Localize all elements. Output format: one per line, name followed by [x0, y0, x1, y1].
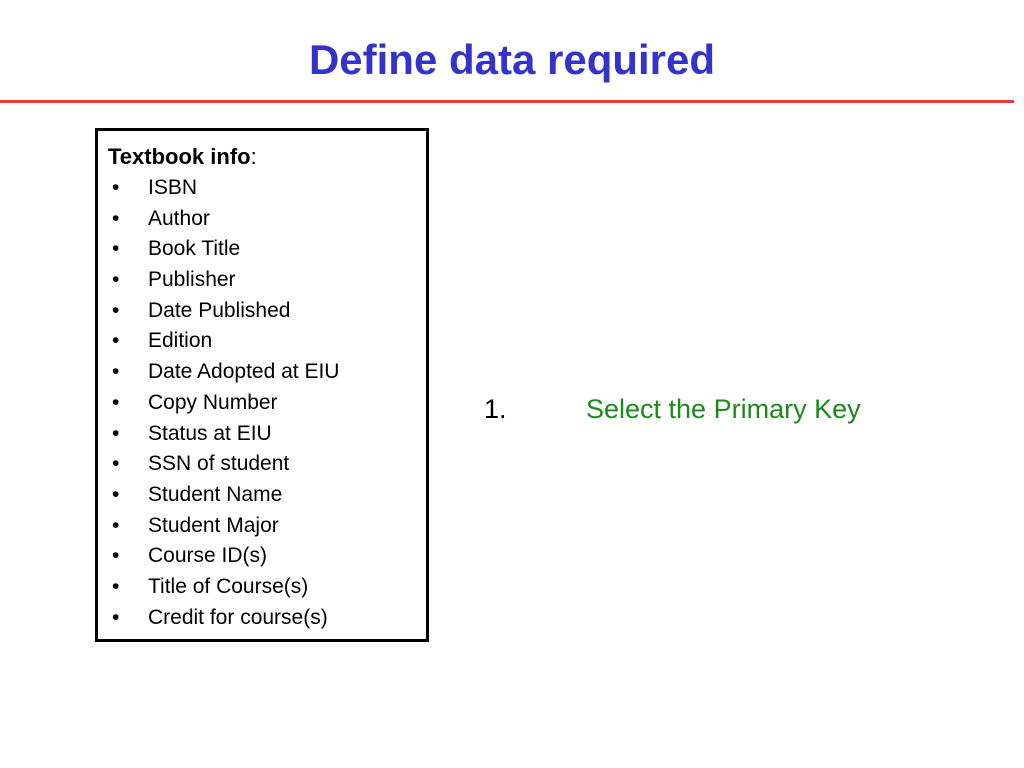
box-heading [108, 143, 257, 171]
field-label: ISBN [148, 176, 198, 199]
bullet-icon: • [112, 605, 120, 629]
field-label: Copy Number [148, 390, 278, 414]
bullet-icon: • [112, 298, 120, 322]
bullet-icon: • [112, 206, 120, 230]
bullet-icon: • [112, 268, 120, 292]
step-number: 1. [484, 394, 507, 424]
field-label: Date Published [148, 298, 291, 322]
bullet-icon: • [112, 237, 120, 261]
field-label: Student Major [148, 513, 279, 537]
bullet-icon: • [112, 574, 120, 598]
bullet-icon: • [112, 544, 120, 568]
field-label: Edition [148, 329, 213, 353]
box-heading-label: Textbook info [108, 144, 251, 169]
bullet-icon: • [112, 360, 120, 384]
bullet-icon: • [112, 176, 120, 199]
step-text: Select the Primary Key [586, 394, 861, 424]
field-label: Book Title [148, 237, 241, 261]
box-heading-colon: : [250, 144, 257, 169]
field-label: Title of Course(s) [148, 574, 309, 598]
field-label: Status at EIU [148, 421, 272, 445]
field-label: Author [148, 206, 210, 230]
bullet-icon: • [112, 452, 120, 476]
bullet-icon: • [112, 482, 120, 506]
bullet-icon: • [112, 329, 120, 353]
slide-title: Define data required [308, 36, 716, 83]
textbook-info-box [95, 128, 429, 642]
field-label: Course ID(s) [148, 544, 268, 568]
field-label: SSN of student [148, 452, 290, 476]
bullet-icon: • [112, 421, 120, 445]
field-label: Date Adopted at EIU [148, 360, 340, 384]
title-divider [0, 100, 1014, 103]
bullet-icon: • [112, 513, 120, 537]
field-label: Student Name [148, 482, 283, 506]
bullet-icon: • [112, 390, 120, 414]
field-label: Publisher [148, 268, 236, 292]
field-label: Credit for course(s) [148, 605, 328, 629]
